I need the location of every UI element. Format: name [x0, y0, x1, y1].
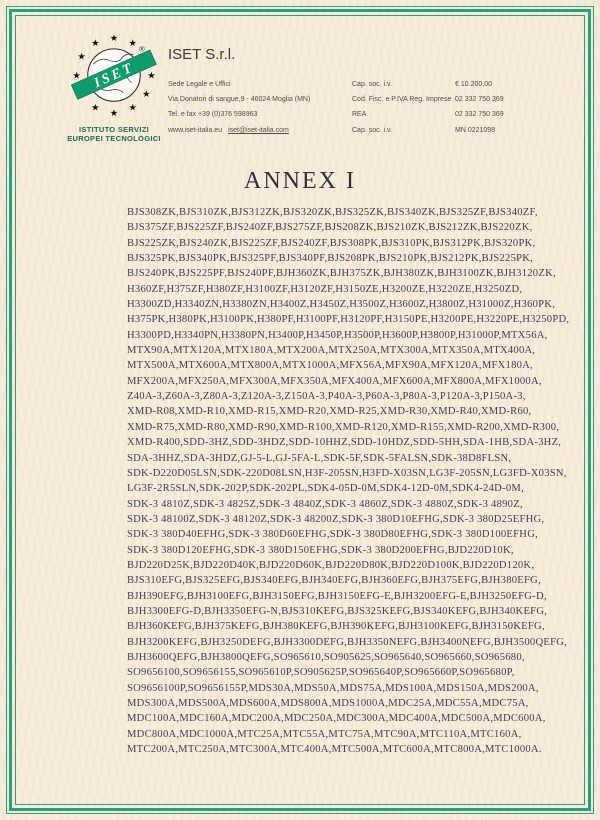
code-line: LG3F-2R5SLN,SDK-202P,SDK-202PL,SDK4-05D-0M,SDK4-12D-0M,SDK4-24D-0M, — [127, 483, 524, 495]
code-line: BJS240PK,BJS225PF,BJS240PF,BJH360ZK,BJH375ZK,BJH380ZK,BJH3100ZK,BJH3120ZK, — [127, 268, 556, 280]
rea-label: REA — [352, 111, 367, 119]
registry-label: Cap. soc. i.v. — [352, 126, 392, 134]
code-line: SDK-D220D05LSN,SDK-220D08LSN,H3F-205SN,H3FD-X03SN,LG3F-205SN,LG3FD-X03SN, — [127, 467, 567, 479]
info-row — [168, 95, 572, 110]
logo-caption-line1: ISTITUTO SERVIZI — [79, 125, 149, 134]
code-line: H360ZF,H375ZF,H380ZF,H3100ZF,H3120ZF,H3150ZE,H3200ZE,H3220ZE,H3250ZD, — [127, 283, 523, 295]
code-line: XMD-R400,SDD-3HZ,SDD-3HDZ,SDD-10HHZ,SDD-10HDZ,SDD-5HH,SDA-1HB,SDA-3HZ, — [127, 437, 562, 449]
web-and-email — [168, 126, 352, 135]
code-line: BJH360KEFG,BJH375KEFG,BJH380KEFG,BJH390KEFG,BJH3100KEFG,BJH3150KEFG, — [127, 621, 545, 633]
code-line: BJS375ZF,BJS225ZF,BJS240ZF,BJS275ZF,BJS208ZK,BJS210ZK,BJS212ZK,BJS220ZK, — [127, 222, 533, 234]
product-code-list — [127, 205, 570, 757]
svg-text:★: ★ — [128, 37, 137, 49]
website-text: www.iset-italia.eu — [168, 126, 223, 134]
svg-text:★: ★ — [91, 37, 100, 49]
svg-text:★: ★ — [109, 32, 119, 44]
code-line: SDK-3 48100Z,SDK-3 48120Z,SDK-3 48200Z,SDK-3 380D10EFHG,SDK-3 380D25EFHG, — [127, 513, 545, 525]
info-row — [168, 80, 572, 95]
code-line: BJH3300EFG-D,BJH3350EFG-N,BJS310KEFG,BJS325KEFG,BJS340KEFG,BJH340KEFG, — [127, 605, 548, 617]
address-label: Sede Legale e Uffici — [168, 81, 231, 88]
code-line: MTX500A,MTX600A,MTX800A,MTX1000A,MFX56A,MFX90A,MFX120A,MFX180A, — [127, 360, 533, 372]
code-line: MDC800A,MDC1000A,MTC25A,MTC55A,MTC75A,MTC90A,MTC110A,MTC160A, — [127, 728, 522, 740]
logo-ribbon-text: ISET — [91, 59, 137, 92]
code-line: BJH3200KEFG,BJH3250DEFG,BJH3300DEFG,BJH3350NEFG,BJH3400NEFG,BJH3500QEFG, — [127, 636, 568, 648]
svg-text:★: ★ — [72, 70, 81, 82]
street-label: Via Donatori di sangue,9 - 46024 Moglia (MN) — [168, 96, 311, 104]
code-line: BJS308ZK,BJS310ZK,BJS312ZK,BJS320ZK,BJS325ZK,BJS340ZK,BJS325ZF,BJS340ZF, — [127, 207, 538, 218]
code-line: BJH3600QEFG,BJH3800QEFG,SO965610,SO905625,SO965640,SO965660,SO965680, — [127, 651, 525, 663]
code-line: SDK-3 380D40EFHG,SDK-3 380D60EFHG,SDK-3 380D80EFHG,SDK-3 380D100EFHG, — [127, 529, 538, 541]
code-line: MDS300A,MDS500A,MDS600A,MDS800A,MDS1000A,MDC25A,MDC55A,MDC75A, — [127, 698, 529, 709]
registry-value: MN 0221098 — [455, 126, 496, 134]
code-line: H3300PD,H3340PN,H3380PN,H3400P,H3450P,H3500P,H3600P,H3800P,H31000P,MTX56A, — [127, 329, 548, 341]
svg-text:★: ★ — [147, 70, 156, 82]
code-line: BJH390EFG,BJH3100EFG,BJH3150EFG,BJH3150EFG-E,BJH3200EFG-E,BJH3250EFG-D, — [127, 590, 547, 602]
capital-label: Cap. soc. i.v. — [352, 81, 392, 88]
svg-text:★: ★ — [77, 51, 86, 63]
phone-label: Tel. e fax +39 (0)376 598963 — [168, 111, 258, 119]
code-line: MDC100A,MDC160A,MDC200A,MDC250A,MDC300A,MDC400A,MDC500A,MDC600A, — [127, 713, 546, 725]
code-line: SO9656100P,SO9656155P,MDS30A,MDS50A,MDS75A,MDS100A,MDS150A,MDS200A, — [127, 682, 539, 694]
rea-value: 02 332 750 369 — [455, 111, 504, 119]
info-row — [168, 110, 572, 125]
code-line: BJD220D25K,BJD220D40K,BJD220D60K,BJD220D80K,BJD220D100K,BJD220D120K, — [127, 559, 535, 571]
registered-mark: ® — [139, 44, 145, 54]
code-line: H375PK,H380PK,H3100PK,H380PF,H3100PF,H3120PF,H3150PE,H3200PE,H3220PE,H3250PD, — [127, 314, 570, 326]
code-line: SO9656100,SO9656155,SO965610P,SO905625P,SO965640P,SO965660P,SO965680P, — [127, 667, 515, 679]
code-line: BJS225ZK,BJS240ZK,BJS225ZF,BJS240ZF,BJS308PK,BJS310PK,BJS312PK,BJS320PK, — [127, 237, 536, 249]
svg-text:★: ★ — [142, 89, 151, 101]
code-line: XMD-R75,XMD-R80,XMD-R90,XMD-R100,XMD-R120,XMD-R155,XMD-R200,XMD-R300, — [127, 421, 560, 433]
vat-value: 02 332 750 369 — [455, 96, 504, 104]
code-line: XMD-R08,XMD-R10,XMD-R15,XMD-R20,XMD-R25,XMD-R30,XMD-R40,XMD-R60, — [127, 406, 532, 418]
letterhead-info — [168, 80, 572, 141]
logo-caption-line2: EUROPEI TECNOLOGICI — [67, 134, 161, 143]
code-line: BJS325PK,BJS340PK,BJS325PF,BJS340PF,BJS208PK,BJS210PK,BJS212PK,BJS225PK, — [127, 253, 534, 265]
svg-text:★: ★ — [128, 102, 137, 114]
email-link[interactable]: iset@iset-italia.com — [228, 126, 289, 134]
code-line: BJS310EFG,BJS325EFG,BJS340EFG,BJH340EFG,BJH360EFG,BJH375EFG,BJH380EFG, — [127, 575, 541, 587]
svg-text:★: ★ — [109, 107, 119, 119]
code-line: SDA-3HHZ,SDA-3HDZ,GJ-5-L,GJ-5FA-L,SDK-5F,SDK-5FALSN,SDK-38D8FLSN, — [127, 452, 512, 464]
code-line: MTC200A,MTC250A,MTC300A,MTC400A,MTC500A,MTC600A,MTC800A,MTC1000A. — [127, 744, 542, 756]
vat-label: Cod. Fisc. e P.IVA Reg. Imprese — [352, 96, 452, 104]
annex-title: ANNEX I — [244, 168, 356, 194]
code-line: Z40A-3,Z60A-3,Z80A-3,Z120A-3,Z150A-3,P40A-3,P60A-3,P80A-3,P120A-3,P150A-3, — [127, 391, 526, 403]
code-line: SDK-3 4810Z,SDK-3 4825Z,SDK-3 4840Z,SDK-3 4860Z,SDK-3 4880Z,SDK-3 4890Z, — [127, 498, 523, 510]
code-line: SDK-3 380D120EFHG,SDK-3 380D150EFHG,SDK-3 380D200EFHG,BJD220D10K, — [127, 544, 514, 556]
code-line: H3300ZD,H3340ZN,H3380ZN,H3400Z,H3450Z,H3500Z,H3600Z,H3800Z,H31000Z,H360PK, — [127, 299, 556, 311]
iset-logo-icon — [67, 32, 161, 120]
info-row — [168, 126, 572, 141]
svg-text:★: ★ — [91, 102, 100, 114]
code-line: MFX200A,MFX250A,MFX300A,MFX350A,MFX400A,MFX600A,MFX800A,MFX1000A, — [127, 375, 542, 387]
company-name: ISET S.r.l. — [168, 46, 236, 63]
capital-value: € 10.200,00 — [455, 81, 492, 88]
code-line: MTX90A,MTX120A,MTX180A,MTX200A,MTX250A,MTX300A,MTX350A,MTX400A, — [127, 345, 536, 357]
